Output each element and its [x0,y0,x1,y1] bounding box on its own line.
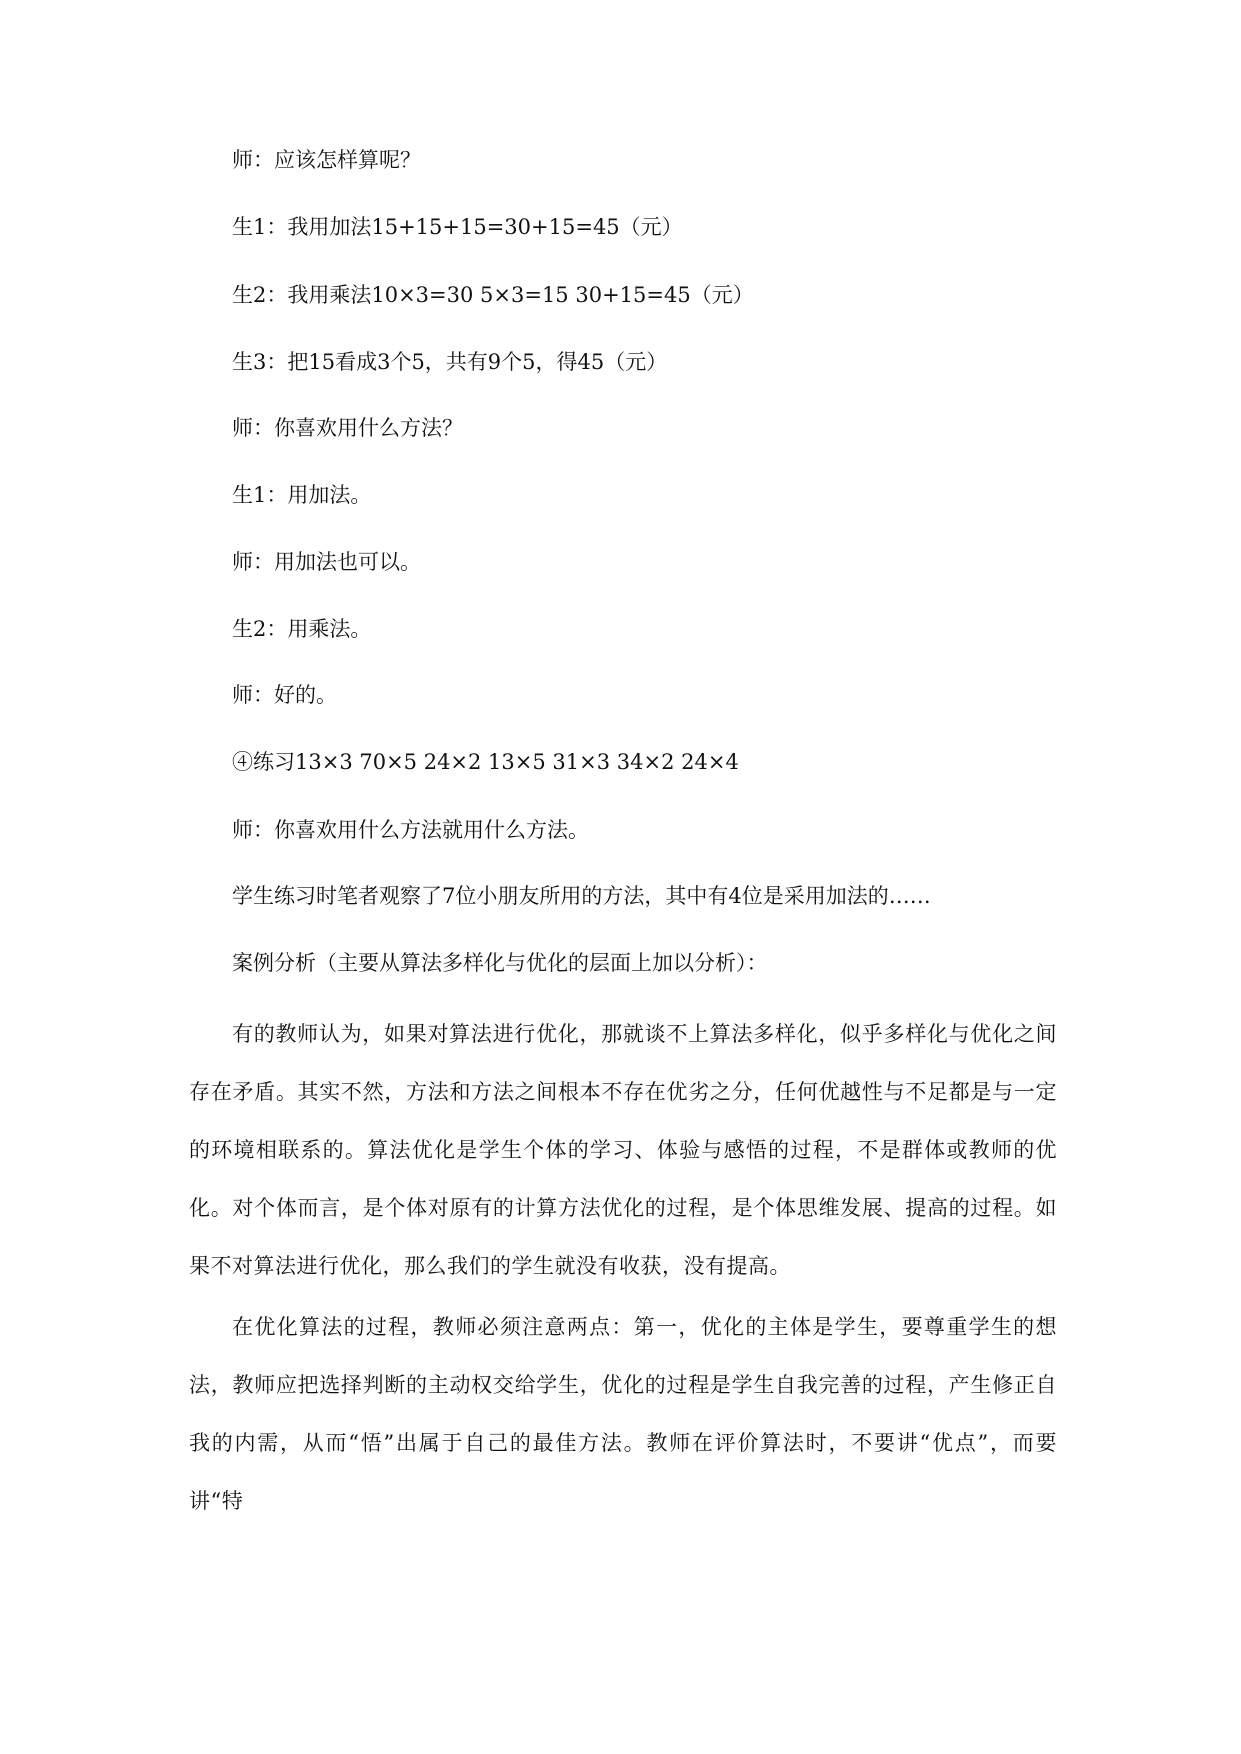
section-heading: 案例分析（主要从算法多样化与优化的层面上加以分析）： [232,951,768,975]
dialogue-line: 生2：用乘法。 [232,617,372,641]
dialogue-line: 生1：我用加法15+15+15=30+15=45（元） [232,215,683,239]
dialogue-line: 师：好的。 [232,683,337,707]
dialogue-line: 师：应该怎样算呢？ [232,148,421,172]
analysis-paragraph: 在优化算法的过程，教师必须注意两点：第一，优化的主体是学生，要尊重学生的想法，教师应把选择判断的主动权交给学生，优化的过程是学生自我完善的过程，产生修正自我的内需，从而“悟”出属于自己的最佳方法。教师在评价算法时，不要讲“优点”，而要讲“特 [189,1315,1057,1513]
dialogue-line: 师：你喜欢用什么方法？ [232,416,463,440]
analysis-paragraph: 有的教师认为，如果对算法进行优化，那就谈不上算法多样化，似乎多样化与优化之间存在矛盾。其实不然，方法和方法之间根本不存在优劣之分，任何优越性与不足都是与一定的环境相联系的。算法优化是学生个体的学习、体验与感悟的过程，不是群体或教师的优化。对个体而言，是个体对原有的计算方法优化的过程，是个体思维发展、提高的过程。如果不对算法进行优化，那么我们的学生就没有收获，没有提高。 [189,1022,1057,1278]
dialogue-line: 生2：我用乘法10×3=30 5×3=15 30+15=45（元） [232,283,754,307]
dialogue-line: 生3：把15看成3个5，共有9个5，得45（元） [232,350,668,374]
dialogue-line: 生1：用加法。 [232,483,372,507]
dialogue-line: 师：用加法也可以。 [232,550,421,574]
dialogue-line: 师：你喜欢用什么方法就用什么方法。 [232,818,589,842]
observation-line: 学生练习时笔者观察了7位小朋友所用的方法，其中有4位是采用加法的…… [232,884,931,908]
exercise-line: ④练习13×3 70×5 24×2 13×5 31×3 34×2 24×4 [232,750,739,774]
